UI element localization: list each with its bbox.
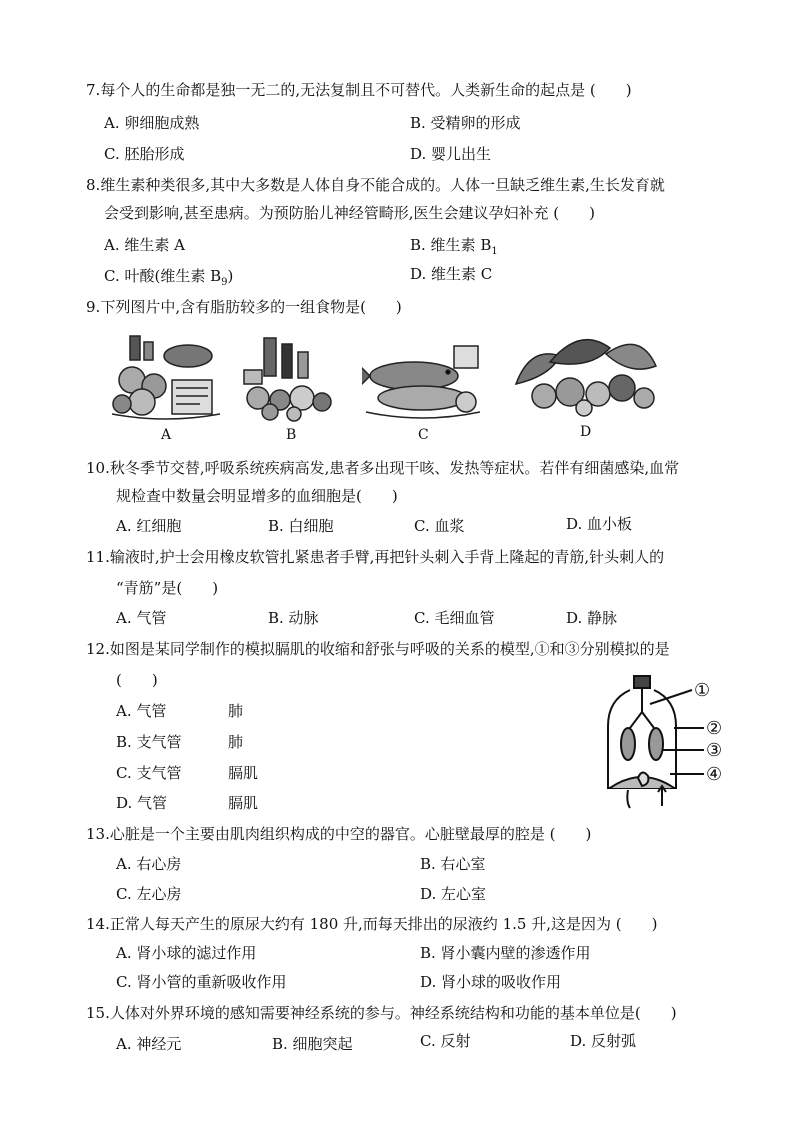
food-group-b-icon [238,330,338,422]
food-group-d-label: D [580,424,592,440]
question-11-option-a[interactable]: A. 气管 [116,609,167,627]
question-8-option-b[interactable]: B. 维生素 $B_1$ [410,236,498,257]
question-12-option-b[interactable]: B. 支气管 肺 [116,733,244,751]
question-8-stem-line2: 会受到影响,甚至患病。为预防胎儿神经管畸形,医生会建议孕妇补充 ( ) [104,204,596,222]
food-group-b-label: B [286,427,297,443]
food-group-c-icon [362,332,484,422]
question-12-option-a[interactable]: A. 气管 肺 [116,702,244,720]
question-11-stem: 11.输液时,护士会用橡皮软管扎紧患者手臂,再把针头刺入手背上隆起的青筋,针头刺人的 [86,548,665,566]
model-label-1: ① [694,680,711,701]
question-13-option-b[interactable]: B. 右心室 [420,855,486,873]
question-14-option-d[interactable]: D. 肾小球的吸收作用 [420,973,562,991]
question-8-option-c[interactable]: C. 叶酸(维生素 $B_9$) [104,267,234,288]
question-15-option-c[interactable]: C. 反射 [420,1032,471,1050]
question-14-option-a[interactable]: A. 肾小球的滤过作用 [116,944,257,962]
question-14-stem: 14.正常人每天产生的原尿大约有 180 升,而每天排出的尿液约 1.5 升,这是因为 ( ) [86,915,658,933]
question-12-stem: 12.如图是某同学制作的模拟膈肌的收缩和舒张与呼吸的关系的模型,①和③分别模拟的是 [86,640,670,658]
food-group-d-icon [510,326,660,418]
question-7-stem: 7.每个人的生命都是独一无二的,无法复制且不可替代。人类新生命的起点是 ( ) [86,81,632,99]
question-7-option-c[interactable]: C. 胚胎形成 [104,145,185,163]
question-8-option-a[interactable]: A. 维生素 A [104,236,185,254]
question-8-stem: 8.维生素种类很多,其中大多数是人体自身不能合成的。人体一旦缺乏维生素,生长发育就 [86,176,665,194]
question-9-stem: 9.下列图片中,含有脂肪较多的一组食物是( ) [86,298,402,316]
question-12-option-d[interactable]: D. 气管 膈肌 [116,794,259,812]
question-11-option-c[interactable]: C. 毛细血管 [414,609,495,627]
question-11-option-b[interactable]: B. 动脉 [268,609,319,627]
question-10-option-c[interactable]: C. 血浆 [414,517,465,535]
model-label-3: ③ [706,740,723,761]
question-7-option-a[interactable]: A. 卵细胞成熟 [104,114,200,132]
question-15-option-a[interactable]: A. 神经元 [116,1035,182,1053]
question-15-option-d[interactable]: D. 反射弧 [570,1032,637,1050]
question-10-option-d[interactable]: D. 血小板 [566,515,633,533]
model-label-2: ② [706,718,723,739]
food-group-a-label: A [161,427,172,443]
question-11-option-d[interactable]: D. 静脉 [566,609,618,627]
question-15-option-b[interactable]: B. 细胞突起 [272,1035,353,1053]
question-14-option-b[interactable]: B. 肾小囊内壁的渗透作用 [420,944,591,962]
question-14-option-c[interactable]: C. 肾小管的重新吸收作用 [116,973,287,991]
question-10-option-b[interactable]: B. 白细胞 [268,517,334,535]
question-8-option-d[interactable]: D. 维生素 C [410,265,493,283]
model-label-4: ④ [706,764,723,785]
question-12-option-c[interactable]: C. 支气管 膈肌 [116,764,259,782]
question-7-option-d[interactable]: D. 婴儿出生 [410,145,492,163]
question-15-stem: 15.人体对外界环境的感知需要神经系统的参与。神经系统结构和功能的基本单位是( ) [86,1004,677,1022]
question-12-stem-line2: ( ) [116,671,158,689]
question-7-option-b[interactable]: B. 受精卵的形成 [410,114,521,132]
question-13-option-d[interactable]: D. 左心室 [420,885,487,903]
question-10-stem: 10.秋冬季节交替,呼吸系统疾病高发,患者多出现干咳、发热等症状。若伴有细菌感染,血常 [86,459,680,477]
question-13-stem: 13.心脏是一个主要由肌肉组织构成的中空的器官。心脏壁最厚的腔是 ( ) [86,825,592,843]
question-13-option-c[interactable]: C. 左心房 [116,885,182,903]
question-13-option-a[interactable]: A. 右心房 [116,855,182,873]
food-group-a-icon [108,330,226,422]
food-group-c-label: C [418,427,429,443]
question-10-option-a[interactable]: A. 红细胞 [116,517,182,535]
question-10-stem-line2: 规检查中数量会明显增多的血细胞是( ) [116,487,398,505]
question-11-stem-line2: “青筋”是( ) [116,579,219,597]
